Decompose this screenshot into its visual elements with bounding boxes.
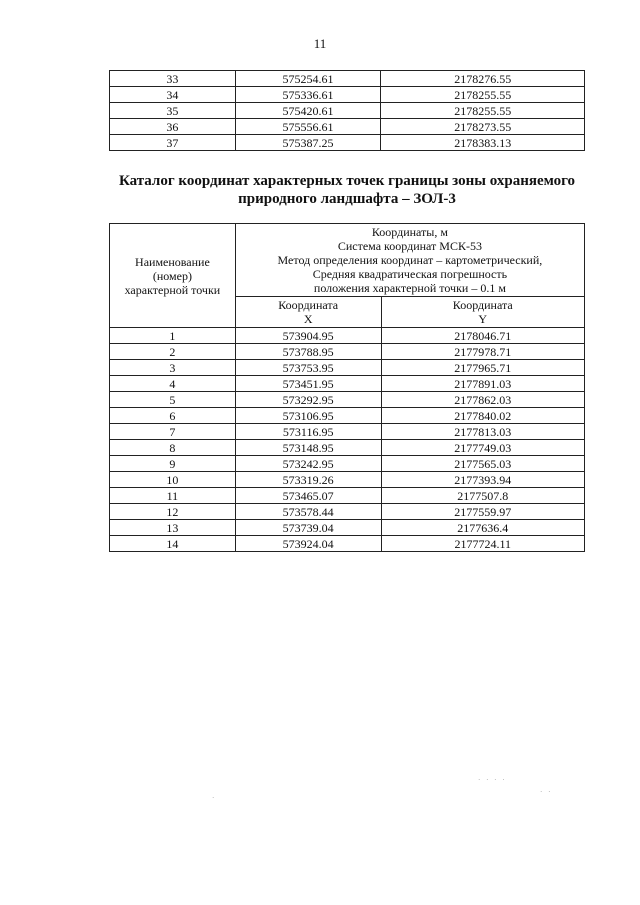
coordinate-x-cell: 575254.61 <box>235 71 381 87</box>
point-number-cell: 6 <box>110 408 236 424</box>
table-row <box>110 328 585 344</box>
coordinate-x-cell: 573739.04 <box>235 520 381 536</box>
point-number-cell: 35 <box>110 103 236 119</box>
coordinate-y-cell: 2177724.11 <box>381 536 584 552</box>
coordinate-y-cell: 2177393.94 <box>381 472 584 488</box>
header-coordinates <box>235 224 584 297</box>
point-number-cell: 9 <box>110 456 236 472</box>
point-number-cell: 8 <box>110 440 236 456</box>
catalog-heading-line-1: Каталог координат характерных точек границы зоны охраняемого <box>118 173 576 189</box>
header-coordinates-line: Координаты, м <box>371 225 448 239</box>
coordinate-x-cell: 575556.61 <box>235 119 381 135</box>
header-point-name <box>110 224 236 328</box>
table-row <box>110 488 585 504</box>
coordinate-x-cell: 573788.95 <box>235 344 381 360</box>
coordinate-x-cell: 573148.95 <box>235 440 381 456</box>
table-row <box>110 87 585 103</box>
header-x-line: X <box>303 312 313 326</box>
table-row <box>110 360 585 376</box>
point-number-cell: 34 <box>110 87 236 103</box>
coordinate-x-cell: 573292.95 <box>235 392 381 408</box>
header-coordinates-line: Метод определения координат – картометрический, <box>277 253 543 267</box>
table-row <box>110 71 585 87</box>
coordinate-x-cell: 575420.61 <box>235 103 381 119</box>
point-number-cell: 13 <box>110 520 236 536</box>
coordinate-x-cell: 573753.95 <box>235 360 381 376</box>
table-row <box>110 135 585 151</box>
coordinate-y-cell: 2178273.55 <box>381 119 585 135</box>
coordinate-y-cell: 2177978.71 <box>381 344 584 360</box>
header-coordinates-line: Система координат МСК-53 <box>337 239 482 253</box>
point-number-cell: 5 <box>110 392 236 408</box>
point-number-cell: 11 <box>110 488 236 504</box>
coordinate-y-cell: 2177862.03 <box>381 392 584 408</box>
coordinate-x-cell: 573924.04 <box>235 536 381 552</box>
table-row <box>110 376 585 392</box>
header-y-line: Y <box>478 312 488 326</box>
coordinate-x-cell: 573319.26 <box>235 472 381 488</box>
coordinate-y-cell: 2177840.02 <box>381 408 584 424</box>
catalog-heading <box>60 172 634 208</box>
coordinate-y-cell: 2177813.03 <box>381 424 584 440</box>
coordinate-y-cell: 2177891.03 <box>381 376 584 392</box>
point-number-cell: 10 <box>110 472 236 488</box>
table-row <box>110 408 585 424</box>
table-row <box>110 504 585 520</box>
coordinate-x-cell: 573578.44 <box>235 504 381 520</box>
coordinate-x-cell: 573465.07 <box>235 488 381 504</box>
table-row <box>110 392 585 408</box>
coordinate-y-cell: 2177749.03 <box>381 440 584 456</box>
table-row <box>110 472 585 488</box>
point-number-cell: 37 <box>110 135 236 151</box>
coordinate-y-cell: 2178046.71 <box>381 328 584 344</box>
continued-coordinates-table <box>109 70 585 151</box>
point-number-cell: 12 <box>110 504 236 520</box>
point-number-cell: 36 <box>110 119 236 135</box>
coordinate-y-cell: 2178276.55 <box>381 71 585 87</box>
table-row <box>110 119 585 135</box>
table-row <box>110 440 585 456</box>
point-number-cell: 3 <box>110 360 236 376</box>
point-number-cell: 7 <box>110 424 236 440</box>
point-number-cell: 14 <box>110 536 236 552</box>
header-y-line: Координата <box>452 298 513 312</box>
point-number-cell: 1 <box>110 328 236 344</box>
table-row <box>110 344 585 360</box>
coordinate-x-cell: 573242.95 <box>235 456 381 472</box>
header-coordinate-y <box>381 297 584 328</box>
header-coordinate-x <box>235 297 381 328</box>
point-number-cell: 33 <box>110 71 236 87</box>
coordinate-y-cell: 2178255.55 <box>381 87 585 103</box>
catalog-heading-line-2: природного ландшафта – ЗОЛ-3 <box>238 191 456 207</box>
point-number-cell: 4 <box>110 376 236 392</box>
scan-speck: · · <box>540 788 553 796</box>
coordinate-x-cell: 573451.95 <box>235 376 381 392</box>
coordinate-y-cell: 2177565.03 <box>381 456 584 472</box>
coordinate-x-cell: 573904.95 <box>235 328 381 344</box>
page-number: 11 <box>313 36 327 51</box>
coordinates-catalog-table <box>109 223 585 552</box>
coordinate-y-cell: 2177507.8 <box>381 488 584 504</box>
header-point-name-line: Наименование <box>135 254 210 269</box>
header-coordinates-line: положения характерной точки – 0.1 м <box>313 281 506 295</box>
coordinate-x-cell: 573116.95 <box>235 424 381 440</box>
table-row <box>110 103 585 119</box>
coordinate-x-cell: 575336.61 <box>235 87 381 103</box>
header-point-name-line: (номер) <box>152 268 192 283</box>
coordinate-x-cell: 575387.25 <box>235 135 381 151</box>
coordinate-y-cell: 2177559.97 <box>381 504 584 520</box>
coordinate-y-cell: 2178255.55 <box>381 103 585 119</box>
header-coordinates-line: Средняя квадратическая погрешность <box>312 267 508 281</box>
coordinate-y-cell: 2177636.4 <box>381 520 584 536</box>
scan-speck: · <box>212 794 217 802</box>
coordinate-y-cell: 2178383.13 <box>381 135 585 151</box>
coordinate-x-cell: 573106.95 <box>235 408 381 424</box>
header-x-line: Координата <box>278 298 339 312</box>
table-row <box>110 536 585 552</box>
point-number-cell: 2 <box>110 344 236 360</box>
scan-speck: · · · · <box>478 776 507 784</box>
header-point-name-line: характерной точки <box>124 282 221 297</box>
table-row <box>110 424 585 440</box>
table-row <box>110 520 585 536</box>
coordinate-y-cell: 2177965.71 <box>381 360 584 376</box>
table-row <box>110 456 585 472</box>
